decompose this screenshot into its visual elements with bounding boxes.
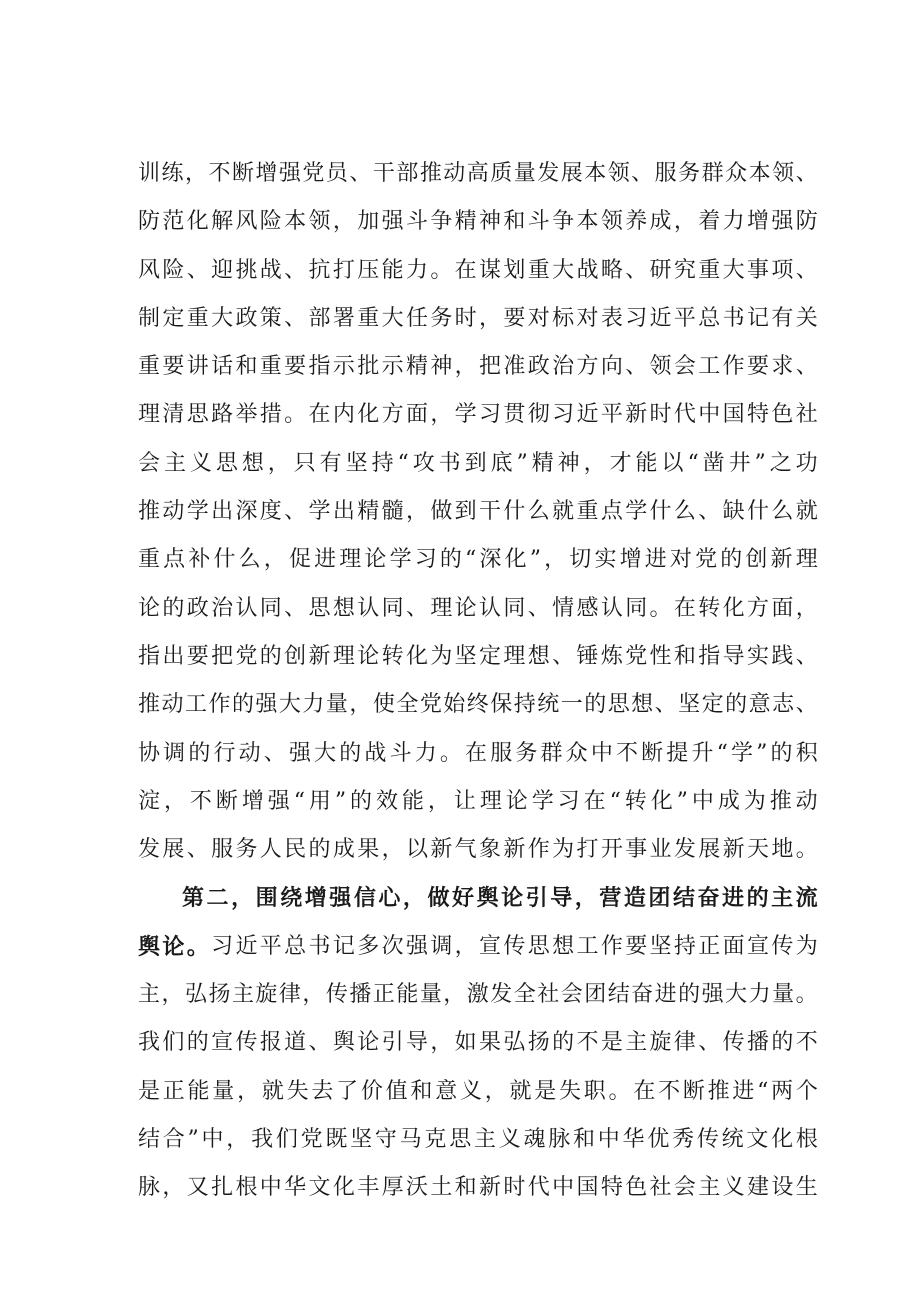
paragraph-1-line: 论 的 政 治 认 同 、 思 想 认 同 、 理 论 认 同 、 情 感 认 同 。 在 转 化 方 面 ， xyxy=(138,595,818,621)
paragraph-2-line: 是 正 能 量 ， 就 失 去 了 价 值 和 意 义 ， 就 是 失 职 。 在 不 断 推 进 “ 两 个 xyxy=(138,1078,818,1104)
paragraph-2 xyxy=(138,971,818,1212)
paragraph-2-line: 我 们 的 宣 传 报 道 、 舆 论 引 导 ， 如 果 弘 扬 的 不 是 主 旋 律 、 传 播 的 不 xyxy=(138,1030,818,1056)
paragraph-1-line: 重 要 讲 话 和 重 要 指 示 批 示 精 神 ， 把 准 政 治 方 向 、 领 会 工 作 要 求 、 xyxy=(138,354,818,380)
paragraph-1-line: 防 范 化 解 风 险 本 领 ， 加 强 斗 争 精 神 和 斗 争 本 领 养 成 ， 着 力 增 强 防 xyxy=(138,209,818,235)
paragraph-1-line: 推 动 工 作 的 强 大 力 量 ， 使 全 党 始 终 保 持 统 一 的 思 想 、 坚 定 的 意 志 、 xyxy=(138,692,818,718)
paragraph-1-line: 风 险 、 迎 挑 战 、 抗 打 压 能 力 。 在 谋 划 重 大 战 略 、 研 究 重 大 事 项 、 xyxy=(138,257,818,283)
paragraph-1 xyxy=(138,150,818,874)
paragraph-1-line: 会 主 义 思 想 ， 只 有 坚 持 “ 攻 书 到 底 ” 精 神 ， 才 能 以 “ 凿 井 ” 之 功 xyxy=(138,450,818,476)
paragraph-1-line: 推 动 学 出 深 度 、 学 出 精 髓 ， 做 到 干 什 么 就 重 点 学 什 么 、 缺 什 么 就 xyxy=(138,499,818,525)
paragraph-1-line: 理 清 思 路 举 措 。 在 内 化 方 面 ， 学 习 贯 彻 习 近 平 新 时 代 中 国 特 色 社 xyxy=(138,402,818,428)
paragraph-2-line-2: 舆 论 。 习 近 平 总 书 记 多 次 强 调 ， 宣 传 思 想 工 作 要 坚 持 正 面 宣 传 为 xyxy=(138,933,818,960)
paragraph-2-line-1 xyxy=(138,874,818,922)
paragraph-2-line: 结 合 ” 中 ， 我 们 党 既 坚 守 马 克 思 主 义 魂 脉 和 中 华 优 秀 传 统 文 化 根 xyxy=(138,1126,818,1152)
paragraph-1-line: 制 定 重 大 政 策 、 部 署 重 大 任 务 时 ， 要 对 标 对 表 习 近 平 总 书 记 有 关 xyxy=(138,305,818,331)
paragraph-1-line: 协 调 的 行 动 、 强 大 的 战 斗 力 。 在 服 务 群 众 中 不 断 提 升 “ 学 ” 的 积 xyxy=(138,740,818,766)
paragraph-1-line: 重 点 补 什 么 ， 促 进 理 论 学 习 的 “ 深 化 ” ， 切 实 增 进 对 党 的 创 新 理 xyxy=(138,547,818,573)
paragraph-2-line: 脉 ， 又 扎 根 中 华 文 化 丰 厚 沃 土 和 新 时 代 中 国 特 色 社 会 主 义 建 设 生 xyxy=(138,1175,818,1201)
paragraph-1-line: 训 练 ， 不 断 增 强 党 员 、 干 部 推 动 高 质 量 发 展 本 领 、 服 务 群 众 本 领 、 xyxy=(138,161,818,186)
paragraph-2-heading: 第 二 ， 围 绕 增 强 信 心 ， 做 好 舆 论 引 导 ， 营 造 团 结 奋 进 的 主 流 xyxy=(182,885,818,912)
paragraph-1-line: 发 展 、 服 务 人 民 的 成 果 ， 以 新 气 象 新 作 为 打 开 事 业 发 展 新 天 地 。 xyxy=(138,837,818,863)
paragraph-2-line: 主 ， 弘 扬 主 旋 律 ， 传 播 正 能 量 ， 激 发 全 社 会 团 结 奋 进 的 强 大 力 量 。 xyxy=(138,982,818,1008)
paragraph-1-line: 淀 ， 不 断 增 强 “ 用 ” 的 效 能 ， 让 理 论 学 习 在 “ 转 化 ” 中 成 为 推 动 xyxy=(138,788,818,814)
body-text xyxy=(138,150,818,1213)
paragraph-1-line: 指 出 要 把 党 的 创 新 理 论 转 化 为 坚 定 理 想 、 锤 炼 党 性 和 指 导 实 践 、 xyxy=(138,643,818,669)
